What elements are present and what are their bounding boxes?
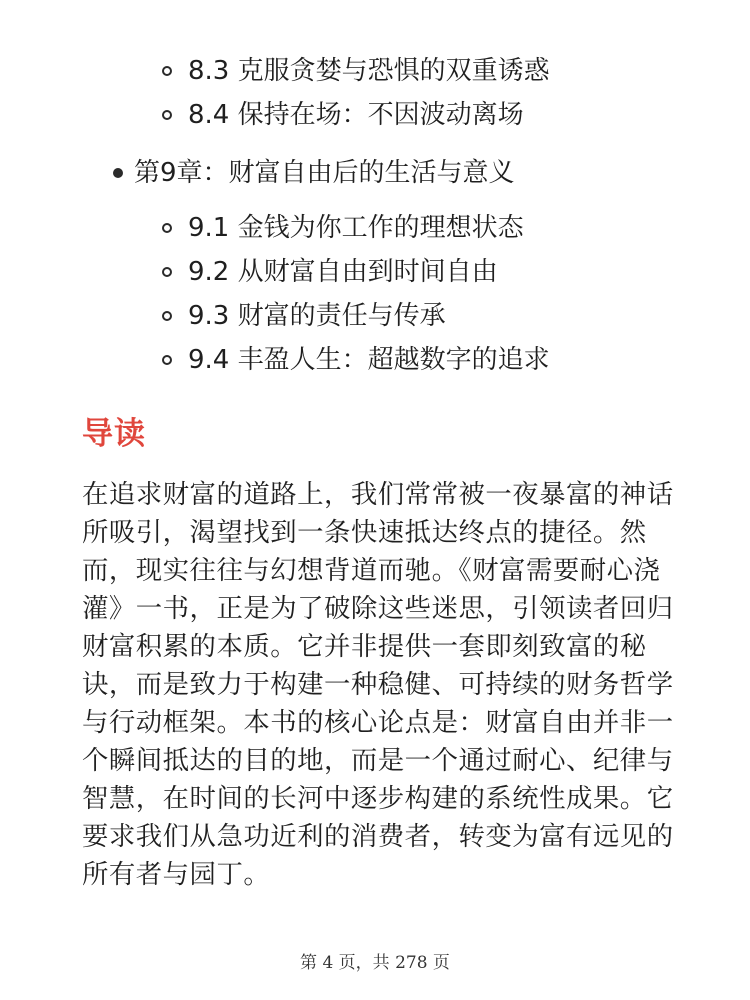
hollow-bullet-icon bbox=[162, 267, 172, 277]
toc-item-9-4[interactable] bbox=[0, 338, 750, 382]
filled-bullet-icon bbox=[113, 168, 123, 178]
toc-item-label: 9.2 从财富自由到时间自由 bbox=[188, 257, 498, 287]
toc-chapter-label: 第9章：财富自由后的生活与意义 bbox=[134, 158, 515, 188]
toc-item-8-3[interactable] bbox=[0, 49, 750, 93]
toc-item-9-1[interactable] bbox=[0, 206, 750, 250]
toc-item-label: 8.3 克服贪婪与恐惧的双重诱惑 bbox=[188, 56, 550, 86]
toc-item-8-4[interactable] bbox=[0, 93, 750, 137]
intro-paragraph: 在追求财富的道路上，我们常常被一夜暴富的神话所吸引，渴望找到一条快速抵达终点的捷径。然而，现实往往与幻想背道而驰。《财富需要耐心浇灌》一书，正是为了破除这些迷思，引领读者回归财富积累的本质。它并非提供一套即刻致富的秘诀，而是致力于构建一种稳健、可持续的财务哲学与行动框架。本书的核心论点是：财富自由并非一个瞬间抵达的目的地，而是一个通过耐心、纪律与智慧，在时间的长河中逐步构建的系统性成果。它要求我们从急功近利的消费者，转变为富有远见的所有者与园丁。 bbox=[82, 479, 674, 890]
hollow-bullet-icon bbox=[162, 110, 172, 120]
section-heading: 导读 bbox=[82, 416, 146, 452]
toc-item-9-3[interactable] bbox=[0, 294, 750, 338]
toc-item-label: 9.3 财富的责任与传承 bbox=[188, 301, 446, 331]
toc-item-label: 8.4 保持在场：不因波动离场 bbox=[188, 100, 524, 130]
hollow-bullet-icon bbox=[162, 66, 172, 76]
hollow-bullet-icon bbox=[162, 355, 172, 365]
toc-item-label: 9.4 丰盈人生：超越数字的追求 bbox=[188, 345, 550, 375]
hollow-bullet-icon bbox=[162, 223, 172, 233]
chapter9-subsection-list bbox=[0, 206, 750, 382]
toc-item-9-2[interactable] bbox=[0, 250, 750, 294]
toc-chapter-9[interactable] bbox=[0, 151, 750, 195]
page-number-indicator: 第 4 页，共 278 页 bbox=[300, 953, 450, 973]
chapter8-subsection-list bbox=[0, 49, 750, 137]
hollow-bullet-icon bbox=[162, 311, 172, 321]
toc-item-label: 9.1 金钱为你工作的理想状态 bbox=[188, 213, 524, 243]
